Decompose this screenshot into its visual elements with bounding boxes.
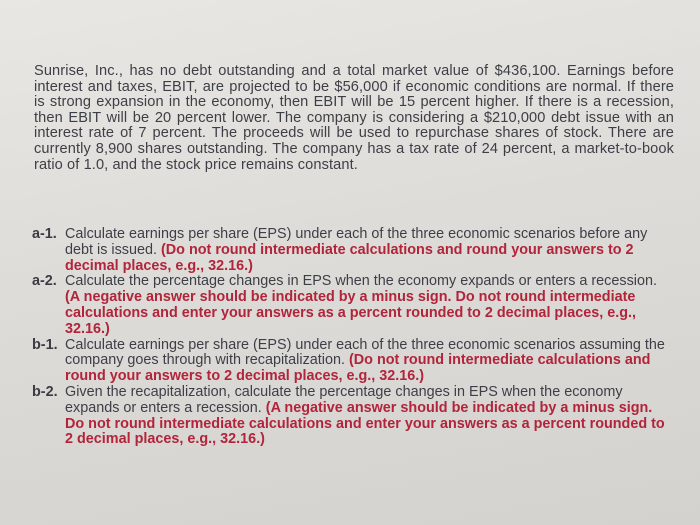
question-a1 <box>32 227 672 274</box>
question-body <box>65 227 672 274</box>
question-b1 <box>32 338 672 385</box>
question-instruction: (A negative answer should be indicated by a minus sign. Do not round intermediate calculations and enter your answers as a percent rounded to 2 decimal places, e.g., 32.16.) <box>65 399 665 448</box>
question-text: Calculate earnings per share (EPS) under each of the three economic scenarios assuming the company goes through with recapitalization. <box>65 336 665 369</box>
question-body <box>65 274 672 337</box>
question-body <box>65 338 672 385</box>
question-label: b-1. <box>32 336 58 353</box>
problem-statement: Sunrise, Inc., has no debt outstanding and a total market value of $436,100. Earnings before interest and taxes, EBIT, are projected to be $56,000 if economic conditions are normal. If there is strong expansion in the economy, then EBIT will be 15 percent higher. If there is a recession, then EBIT will be 20 percent lower. The company is considering a $210,000 debt issue with an interest rate of 7 percent. The proceeds will be used to repurchase shares of stock. There are currently 8,900 shares outstanding. The company has a tax rate of 24 percent, a market-to-book ratio of 1.0, and the stock price remains constant. <box>34 63 674 173</box>
question-instruction: (Do not round intermediate calculations and round your answers to 2 decimal places, e.g., 32.16.) <box>65 352 651 385</box>
question-text: Given the recapitalization, calculate the percentage changes in EPS when the economy expands or enters a recession. <box>65 383 623 416</box>
question-label: a-1. <box>32 226 57 242</box>
question-list <box>32 227 672 448</box>
question-instruction: (A negative answer should be indicated by a minus sign. Do not round intermediate calculations and enter your answers as a percent rounded to 2 decimal places, e.g., 32.16.) <box>65 289 637 337</box>
question-body <box>65 385 672 448</box>
question-label: a-2. <box>32 273 57 290</box>
question-a2 <box>32 274 672 337</box>
question-text: Calculate the percentage changes in EPS when the economy expands or enters a recession. <box>65 273 657 290</box>
question-b2 <box>32 385 672 448</box>
question-instruction: (Do not round intermediate calculations and round your answers to 2 decimal places, e.g., 32.16.) <box>65 241 634 274</box>
question-text: Calculate earnings per share (EPS) under each of the three economic scenarios before any debt is issued. <box>65 226 648 258</box>
question-label: b-2. <box>32 383 58 400</box>
